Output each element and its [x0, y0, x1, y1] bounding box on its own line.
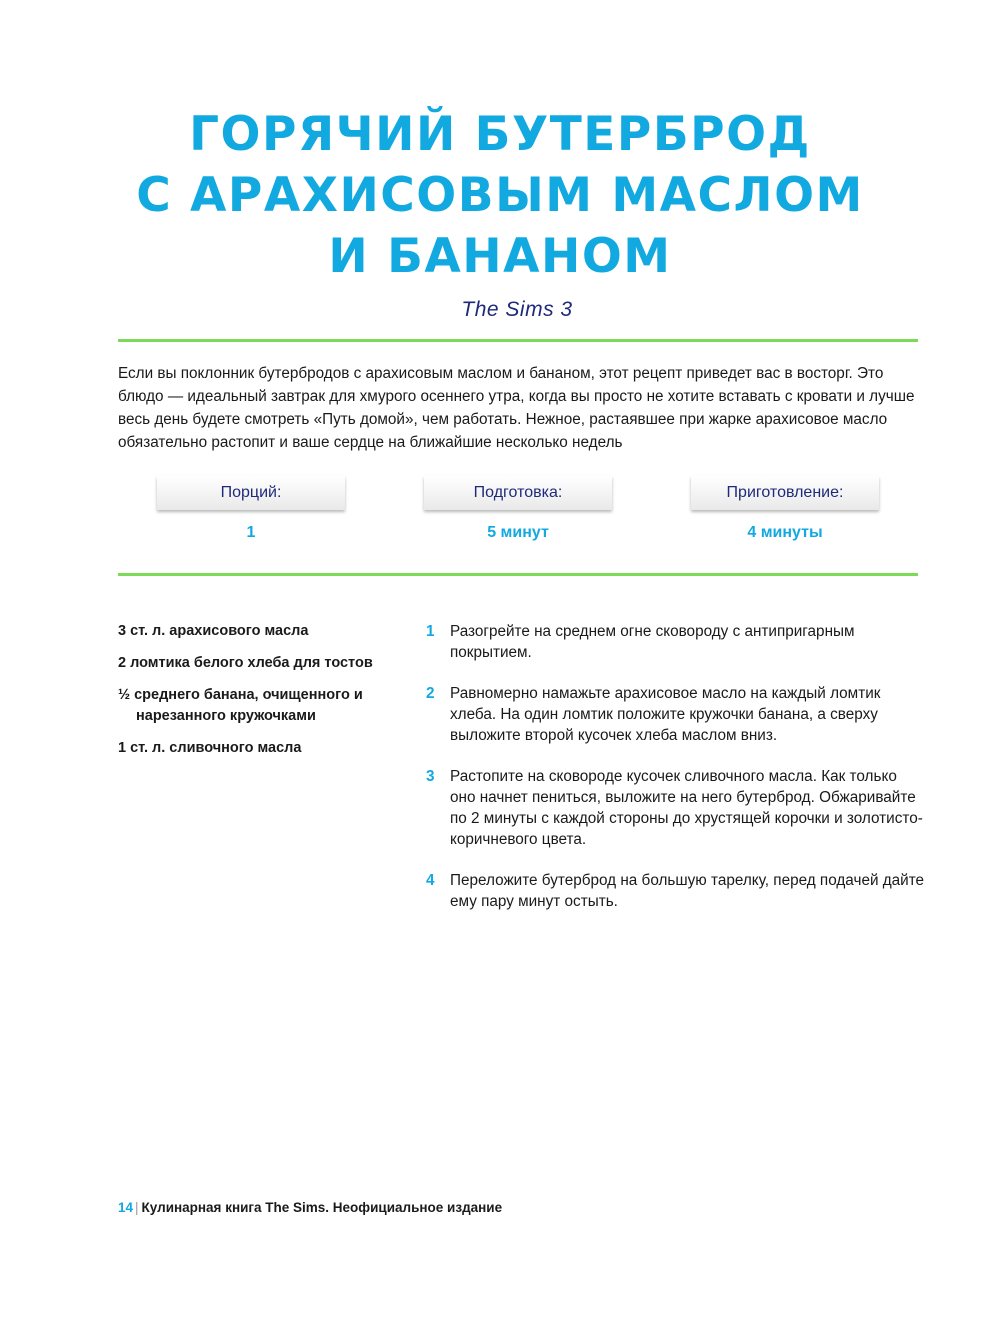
intro-paragraph: Если вы поклонник бутербродов с арахисовым маслом и бананом, этот рецепт приведет вас в восторг. Это блюдо — идеальный завтрак для хмурого осеннего утра, когда вы просто не хотите вставать с кровати и лучше весь день будете смотреть «Путь домой», чем работать. Нежное, растаявшее при жарке арахисовое масло обязательно растопит и ваше сердце на ближайшие несколько недель — [118, 365, 915, 451]
prep-time-label: Подготовка: — [424, 476, 612, 510]
step-number: 3 — [426, 768, 435, 785]
step-number: 4 — [426, 872, 435, 889]
step-text: Разогрейте на среднем огне сковороду с антипригарным покрытием. — [450, 623, 855, 661]
top-divider — [118, 339, 918, 342]
footer-separator: | — [135, 1200, 139, 1215]
prep-time-value: 5 минут — [487, 524, 549, 541]
page-footer — [118, 1200, 502, 1215]
title-line: С АРАХИСОВЫМ МАСЛОМ — [136, 168, 864, 223]
step-item — [426, 683, 926, 746]
bottom-divider — [118, 573, 918, 576]
ingredient-item: 1 ст. л. сливочного масла — [118, 740, 302, 756]
ingredient-item: 3 ст. л. арахисового масла — [118, 623, 309, 639]
title-line: И БАНАНОМ — [328, 229, 672, 284]
ingredients-list — [118, 621, 408, 770]
servings-label: Порций: — [157, 476, 345, 510]
ingredient-item: ½ среднего банана, очищенного и нарезанного кружочками — [118, 687, 363, 724]
step-number: 2 — [426, 685, 435, 702]
page-number: 14 — [118, 1200, 134, 1215]
title-line: ГОРЯЧИЙ БУТЕРБРОД — [189, 107, 811, 162]
step-item — [426, 621, 926, 663]
step-item — [426, 766, 926, 850]
book-title: Кулинарная книга The Sims. Неофициальное издание — [141, 1200, 503, 1215]
ingredient-item: 2 ломтика белого хлеба для тостов — [118, 655, 373, 671]
cook-time-value: 4 минуты — [747, 524, 823, 541]
step-text: Равномерно намажьте арахисовое масло на каждый ломтик хлеба. На один ломтик положите кружочки банана, а сверху выложите второй кусочек хлеба маслом вниз. — [450, 685, 881, 744]
step-item — [426, 870, 926, 912]
cook-time-label: Приготовление: — [691, 476, 879, 510]
step-text: Переложите бутерброд на большую тарелку, перед подачей дайте ему пару минут остыть. — [450, 872, 925, 910]
game-subtitle: The Sims 3 — [461, 298, 573, 321]
recipe-title — [0, 104, 1000, 287]
steps-list — [426, 621, 926, 932]
step-number: 1 — [426, 623, 435, 640]
step-text: Растопите на сковороде кусочек сливочного масла. Как только оно начнет пениться, выложите на него бутерброд. Обжаривайте по 2 минуты с каждой стороны до хрустящей корочки и золотисто-коричневого цвета. — [450, 768, 923, 848]
servings-value: 1 — [246, 524, 256, 541]
